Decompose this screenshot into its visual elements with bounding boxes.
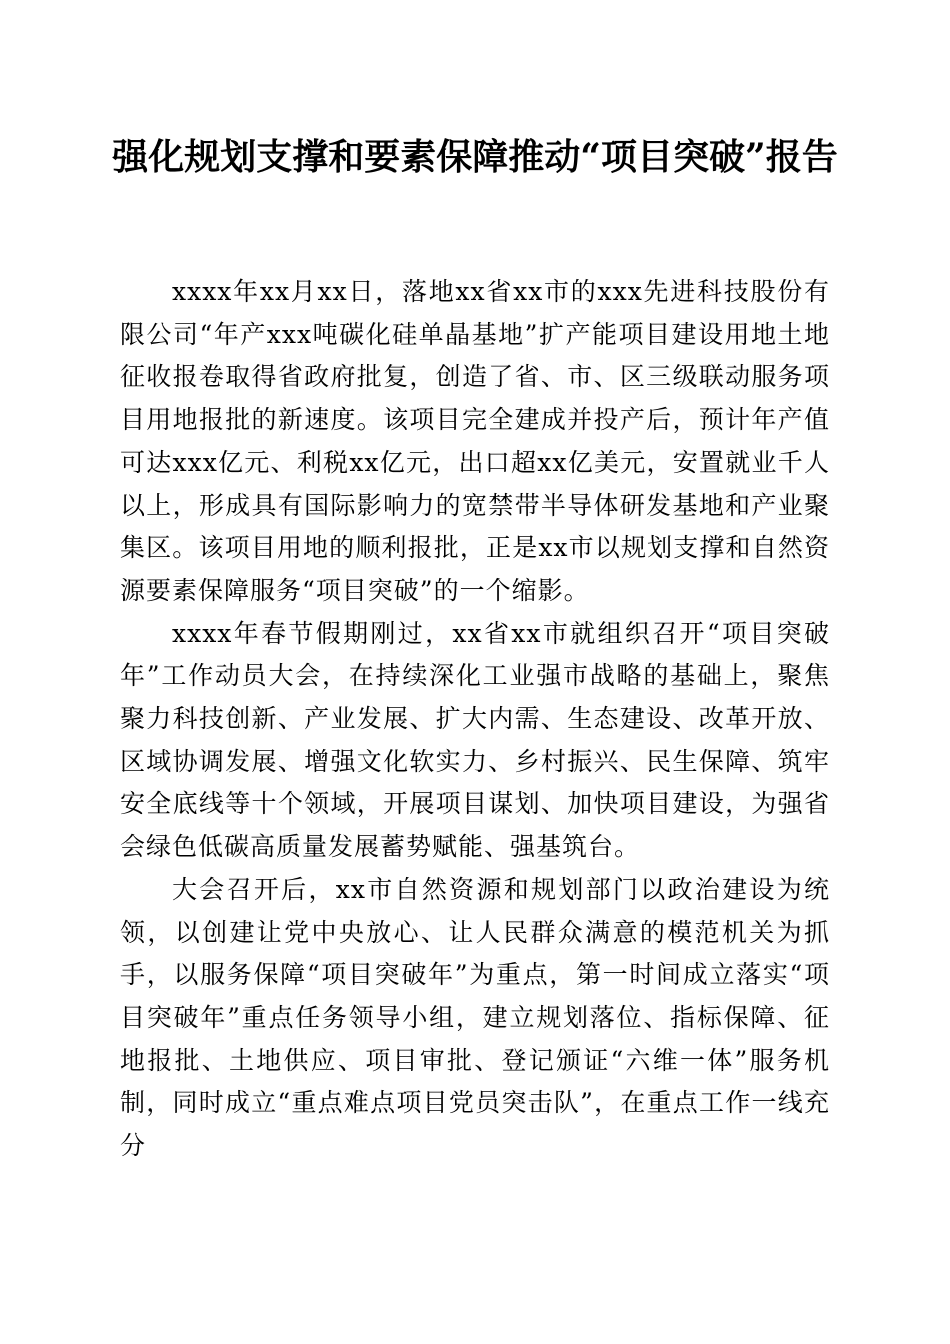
- paragraph-2: xxxx年春节假期刚过，xx省xx市就组织召开“项目突破年”工作动员大会，在持续深化工业强市战略的基础上，聚焦聚力科技创新、产业发展、扩大内需、生态建设、改革开放、区域协调发展、增强文化软实力、乡村振兴、民生保障、筑牢安全底线等十个领域，开展项目谋划、加快项目建设，为强省会绿色低碳高质量发展蓄势赋能、强基筑台。: [120, 618, 830, 862]
- document-body: [120, 271, 830, 1168]
- paragraph-1: xxxx年xx月xx日，落地xx省xx市的xxx先进科技股份有限公司“年产xxx吨碳化硅单晶基地”扩产能项目建设用地土地征收报卷取得省政府批复，创造了省、市、区三级联动服务项目用地报批的新速度。该项目完全建成并投产后，预计年产值可达xxx亿元、利税xx亿元，出口超xx亿美元，安置就业千人以上，形成具有国际影响力的宽禁带半导体研发基地和产业聚集区。该项目用地的顺利报批，正是xx市以规划支撑和自然资源要素保障服务“项目突破”的一个缩影。: [120, 277, 830, 605]
- document-title: 强化规划支撑和要素保障推动“项目突破”报告: [112, 136, 838, 178]
- paragraph-3: 大会召开后，xx市自然资源和规划部门以政治建设为统领，以创建让党中央放心、让人民群众满意的模范机关为抓手，以服务保障“项目突破年”为重点，第一时间成立落实“项目突破年”重点任务领导小组，建立规划落位、指标保障、征地报批、土地供应、项目审批、登记颁证“六维一体”服务机制，同时成立“重点难点项目党员突击队”，在重点工作一线充分: [120, 874, 830, 1161]
